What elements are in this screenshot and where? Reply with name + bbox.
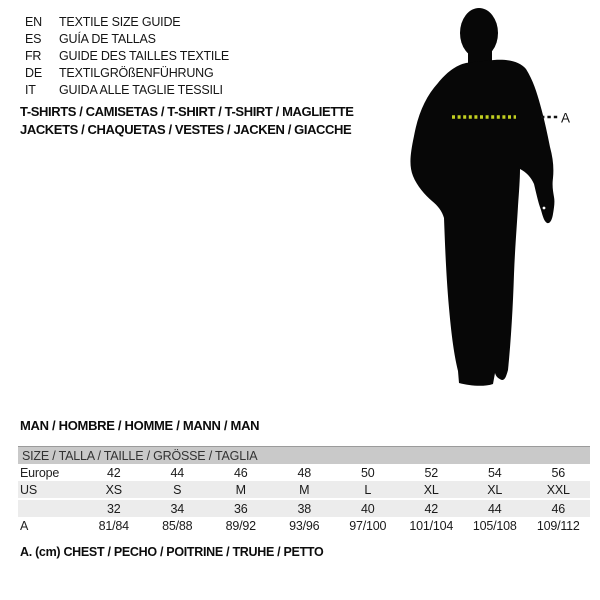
table-cell: 46 [527, 499, 591, 517]
product-line-jackets: JACKETS / CHAQUETAS / VESTES / JACKEN / GIACCHE [20, 122, 352, 137]
language-row-de [25, 65, 229, 82]
table-cell: 32 [82, 499, 146, 517]
row-label: A [20, 518, 29, 533]
table-row-europe [18, 464, 590, 481]
row-label: Europe [20, 465, 60, 480]
table-cell: 81/84 [98, 518, 129, 533]
table-row-us-letters [18, 481, 590, 499]
hand-highlight [543, 207, 546, 210]
language-row-fr [25, 48, 229, 65]
language-code: DE [25, 66, 42, 80]
table-cell: 46 [233, 465, 248, 480]
row-label: US [18, 481, 82, 499]
table-cell: 44 [170, 465, 184, 480]
table-cell: 85/88 [162, 518, 193, 533]
product-line-tshirts: T-SHIRTS / CAMISETAS / T-SHIRT / T-SHIRT / MAGLIETTE [20, 104, 354, 119]
measurement-footnote: A. (cm) CHEST / PECHO / POITRINE / TRUHE / PETTO [20, 545, 324, 559]
table-cell: 48 [297, 465, 311, 480]
table-cell: 109/112 [536, 518, 580, 533]
table-row-chest-a [18, 517, 590, 534]
measure-label-a: A [561, 110, 571, 126]
table-header-cell: SIZE / TALLA / TAILLE / GRÖSSE / TAGLIA [18, 447, 590, 465]
table-cell: 42 [400, 499, 464, 517]
size-table [18, 446, 590, 534]
language-code: IT [25, 83, 36, 97]
language-row-it [25, 82, 229, 99]
man-silhouette [410, 60, 554, 386]
language-code: ES [25, 32, 42, 46]
table-cell: 38 [273, 499, 337, 517]
table-cell: XL [463, 481, 527, 499]
table-cell: 34 [146, 499, 210, 517]
table-cell: XL [400, 481, 464, 499]
language-label: GUIDA ALLE TAGLIE TESSILI [59, 83, 223, 97]
table-cell: S [146, 481, 210, 499]
product-categories [20, 103, 354, 139]
man-silhouette-figure [398, 2, 578, 398]
language-row-es [25, 31, 229, 48]
table-cell: 56 [551, 465, 565, 480]
language-label: GUÍA DE TALLAS [59, 32, 156, 46]
table-cell: 52 [424, 465, 438, 480]
language-label: GUIDE DES TAILLES TEXTILE [59, 49, 230, 63]
table-cell: 42 [106, 465, 121, 480]
language-row-en [25, 14, 229, 31]
table-cell: 93/96 [289, 518, 320, 533]
table-cell: 54 [487, 465, 502, 480]
table-cell: XXL [527, 481, 591, 499]
table-cell: L [336, 481, 400, 499]
table-header-row [18, 447, 590, 465]
table-cell: 44 [463, 499, 527, 517]
table-cell: 36 [209, 499, 273, 517]
table-cell: M [273, 481, 337, 499]
section-title-man: MAN / HOMBRE / HOMME / MANN / MAN [20, 418, 260, 433]
row-label [18, 499, 82, 517]
language-label: TEXTILGRÖßENFÜHRUNG [59, 66, 214, 80]
table-cell: 50 [360, 465, 375, 480]
table-cell: 89/92 [225, 518, 256, 533]
table-cell: 105/108 [472, 518, 517, 533]
table-cell: 97/100 [349, 518, 387, 533]
table-cell: M [209, 481, 273, 499]
table-cell: 40 [336, 499, 400, 517]
language-code: EN [25, 15, 42, 29]
language-list [25, 14, 229, 99]
table-row-us-numbers [18, 499, 590, 517]
table-cell: 101/104 [409, 518, 454, 533]
language-code: FR [25, 49, 42, 63]
table-cell: XS [82, 481, 146, 499]
language-label: TEXTILE SIZE GUIDE [59, 15, 181, 29]
